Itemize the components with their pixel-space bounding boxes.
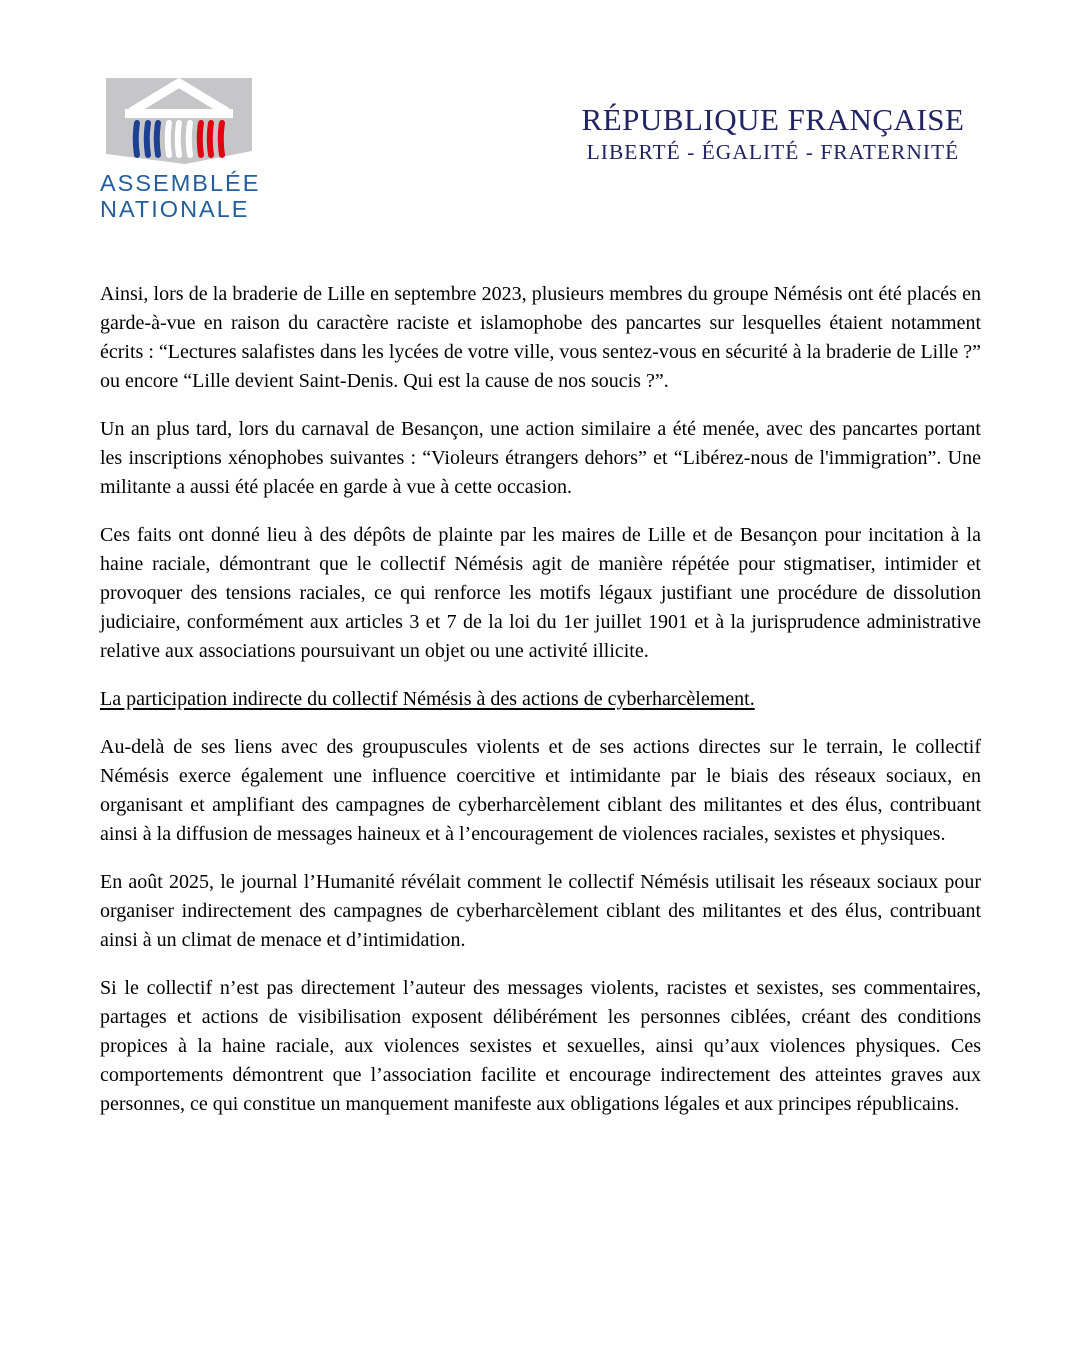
- logo-wordmark-line1: ASSEMBLÉE: [100, 170, 261, 196]
- letterhead: [553, 103, 993, 165]
- paragraph-journal-humanite: En août 2025, le journal l’Humanité révélait comment le collectif Némésis utilisait les réseaux sociaux pour organiser indirectement des campagnes de cyberharcèlement ciblant des militantes et des élus, contribuant ainsi à un climat de menace et d’intimidation.: [100, 871, 981, 951]
- logo-wordmark-line2: NATIONALE: [100, 196, 250, 222]
- parliament-pediment-icon: [106, 78, 252, 164]
- document-body: [100, 280, 981, 1138]
- paragraph-braderie-lille: Ainsi, lors de la braderie de Lille en septembre 2023, plusieurs membres du groupe Némésis ont été placés en garde-à-vue en raison du caractère raciste et islamophobe des pancartes sur lesquelles étaient notamment écrits : “Lectures salafistes dans les lycées de votre ville, vous sentez-vous en sécurité à la braderie de Lille ?” ou encore “Lille devient Saint-Denis. Qui est la cause de nos soucis ?”.: [100, 283, 981, 392]
- section-heading-cyberharcelement: La participation indirecte du collectif Némésis à des actions de cyberharcèlement.: [100, 688, 755, 710]
- assemblee-nationale-logo: [100, 78, 260, 222]
- paragraph-manquement-manifeste: Si le collectif n’est pas directement l’auteur des messages violents, racistes et sexistes, ses commentaires, partages et actions de visibilisation exposent délibérément les personnes ciblées, créant des conditions propices à la haine raciale, aux violences sexistes et sexuelles, ainsi qu’aux violences physiques. Ces comportements démontrent que l’association facilite et encourage indirectement des atteintes graves aux personnes, ce qui constitue un manquement manifeste aux obligations légales et aux principes républicains.: [100, 977, 981, 1115]
- paragraph-influence-coercitive: Au-delà de ses liens avec des groupuscules violents et de ses actions directes sur le terrain, le collectif Némésis exerce également une influence coercitive et intimidante par le biais des réseaux sociaux, en organisant et amplifiant des campagnes de cyberharcèlement ciblant des militantes et des élus, contribuant ainsi à la diffusion de messages haineux et à l’encouragement de violences raciales, sexistes et physiques.: [100, 736, 981, 845]
- paragraph-carnaval-besancon: Un an plus tard, lors du carnaval de Besançon, une action similaire a été menée, avec des pancartes portant les inscriptions xénophobes suivantes : “Violeurs étrangers dehors” et “Libérez-nous de l'immigration”. Une militante a aussi été placée en garde à vue à cette occasion.: [100, 418, 981, 498]
- republique-francaise-title: RÉPUBLIQUE FRANÇAISE: [581, 102, 965, 137]
- logo-wordmark: [100, 170, 260, 222]
- paragraph-depots-de-plainte: Ces faits ont donné lieu à des dépôts de plainte par les maires de Lille et de Besançon pour incitation à la haine raciale, démontrant que le collectif Némésis agit de manière répétée pour stigmatiser, intimider et provoquer des tensions raciales, ce qui renforce les motifs légaux justifiant une procédure de dissolution judiciaire, conformément aux articles 3 et 7 de la loi du 1er juillet 1901 et à la jurisprudence administrative relative aux associations poursuivant un objet ou une activité illicite.: [100, 524, 981, 662]
- devise-subtitle: LIBERTÉ - ÉGALITÉ - FRATERNITÉ: [586, 140, 960, 164]
